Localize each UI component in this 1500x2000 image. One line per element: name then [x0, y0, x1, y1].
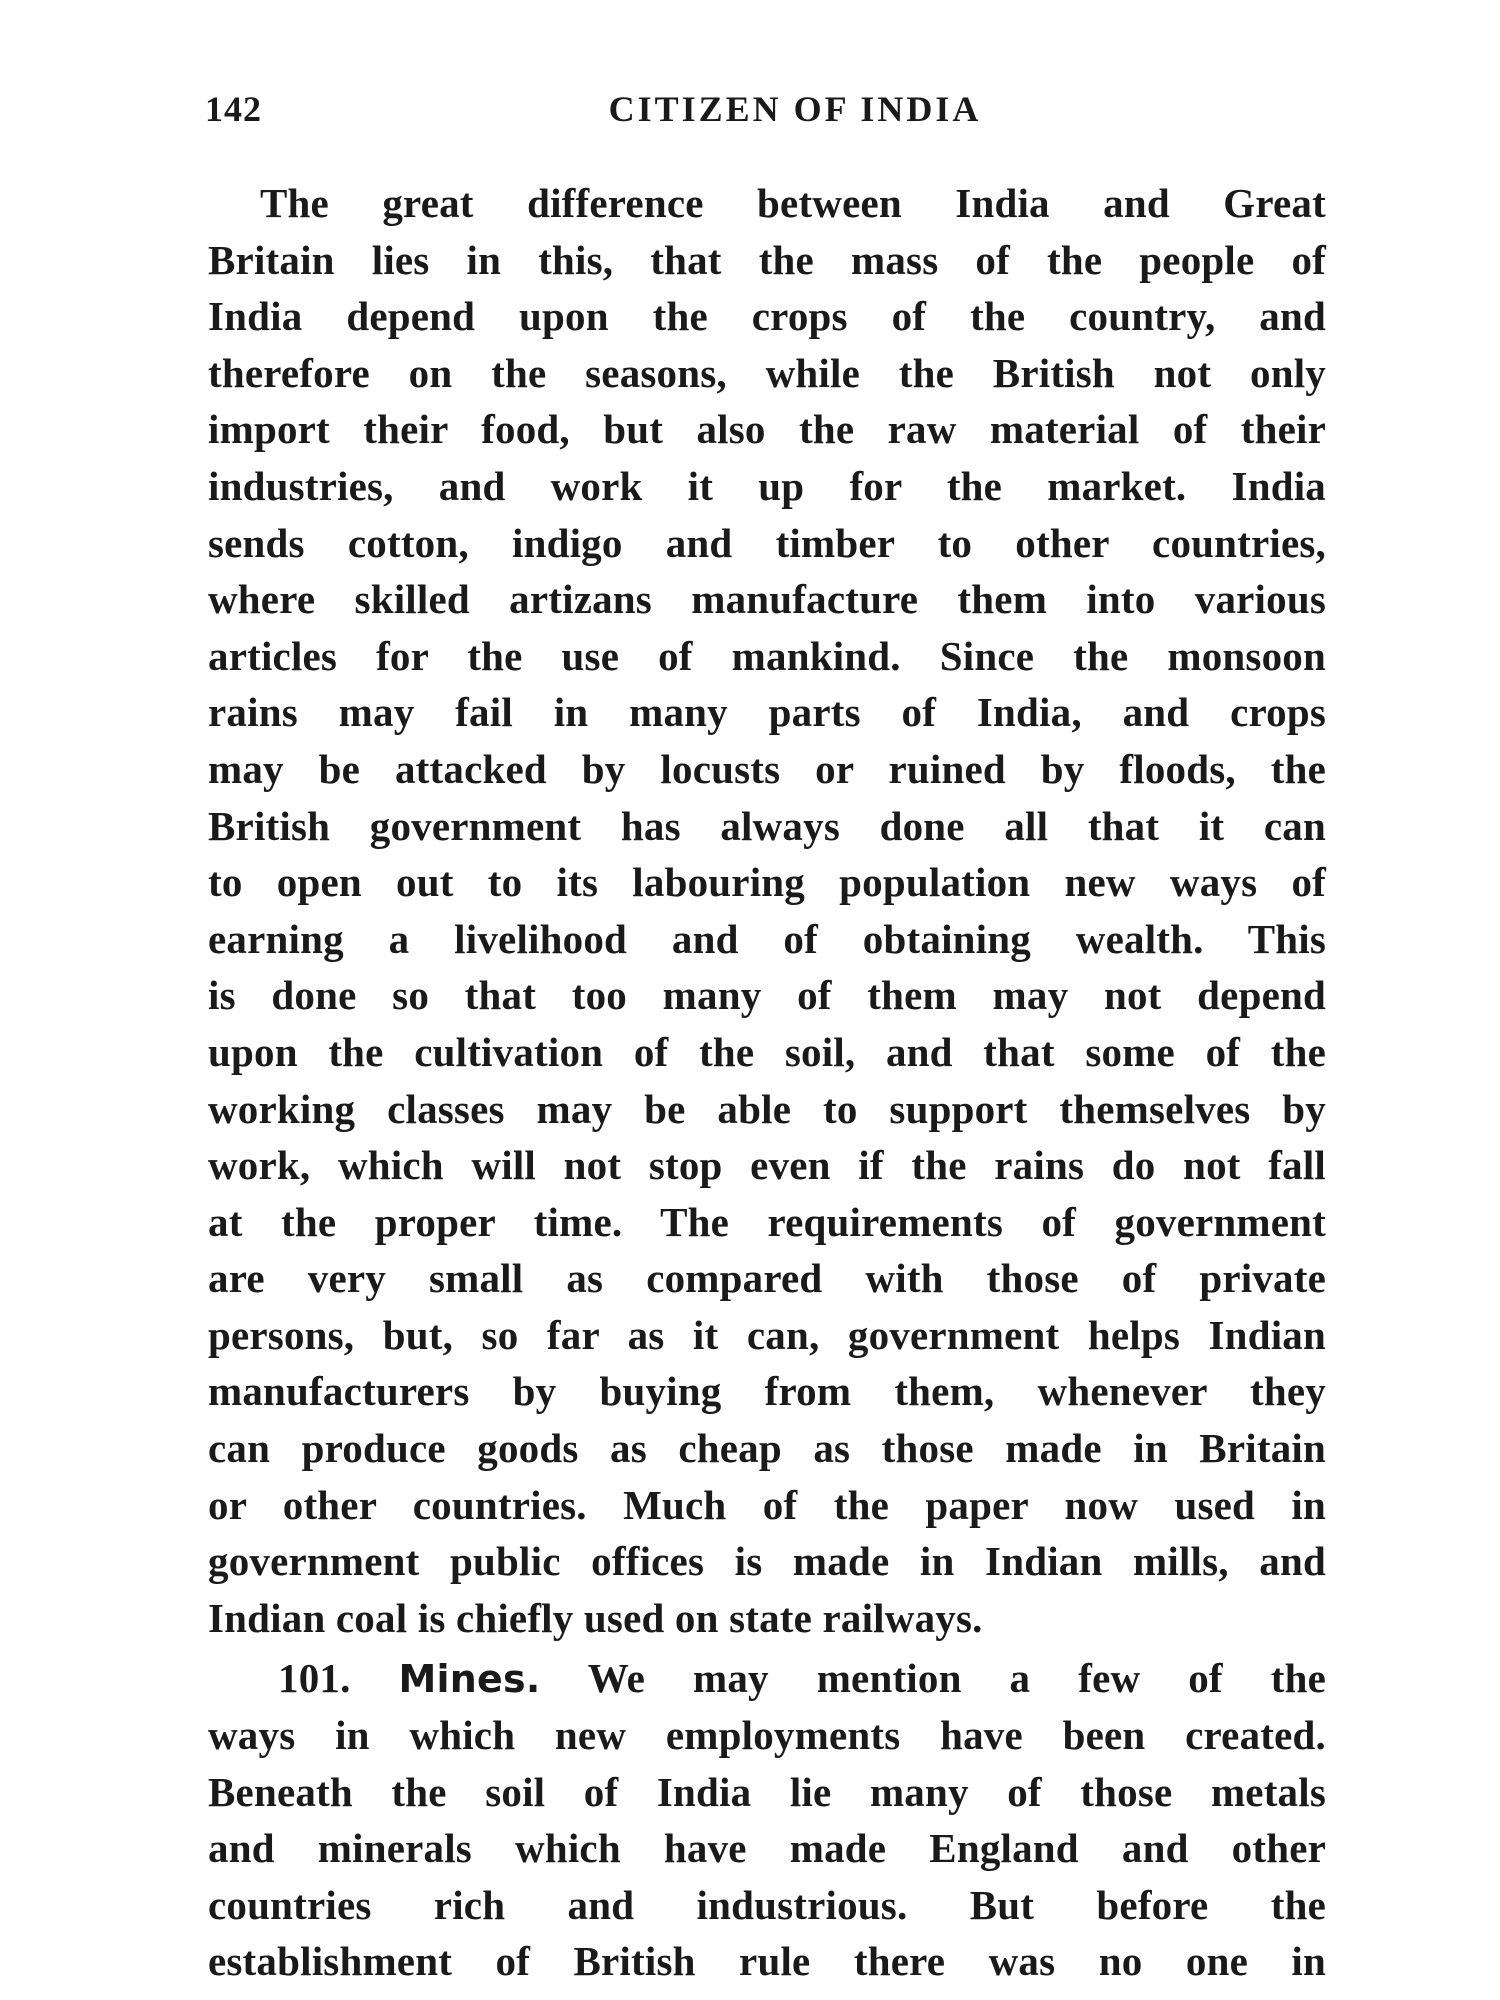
- text-line: is done so that too many of them may not depend: [208, 972, 1326, 1019]
- section-heading-line: [208, 1650, 1326, 1707]
- text-line: manufacturers by buying from them, whenever they: [208, 1368, 1326, 1415]
- text-line: import their food, but also the raw material of their: [208, 406, 1326, 453]
- section-number: 101.: [278, 1655, 351, 1702]
- section-title: Mines.: [398, 1657, 541, 1702]
- text-line: rains may fail in many parts of India, and crops: [208, 689, 1326, 736]
- text-line: earning a livelihood and of obtaining wealth. This: [208, 915, 1326, 962]
- section-mines: [208, 1650, 1326, 1990]
- text-line: at the proper time. The requirements of government: [208, 1198, 1326, 1245]
- text-line: Indian coal is chiefly used on state railways.: [208, 1594, 983, 1641]
- running-title: CITIZEN OF INDIA: [608, 89, 982, 129]
- text-line: ways in which new employments have been created.: [208, 1712, 1326, 1759]
- text-line: upon the cultivation of the soil, and that some of the: [208, 1028, 1326, 1075]
- text-line: India depend upon the crops of the country, and: [208, 293, 1326, 340]
- text-line: to open out to its labouring population new ways of: [208, 859, 1326, 906]
- body-text: [208, 175, 1326, 1990]
- text-line: Britain lies in this, that the mass of the people of: [208, 236, 1326, 283]
- text-line: The great difference between India and Great: [260, 180, 1326, 226]
- text-line: articles for the use of mankind. Since the monsoon: [208, 632, 1326, 679]
- text-line: work, which will not stop even if the rains do not fall: [208, 1142, 1326, 1189]
- page-number: 142: [205, 89, 262, 129]
- text-line: working classes may be able to support themselves by: [208, 1085, 1326, 1132]
- running-head: [205, 88, 1325, 138]
- text-line: persons, but, so far as it can, government helps Indian: [208, 1311, 1326, 1358]
- text-line: industries, and work it up for the market. India: [208, 462, 1326, 509]
- section-first-line-text: We may mention a few of the: [587, 1655, 1327, 1702]
- text-line: sends cotton, indigo and timber to other countries,: [208, 519, 1326, 566]
- text-line: or other countries. Much of the paper now used in: [208, 1481, 1326, 1528]
- text-line: therefore on the seasons, while the British not only: [208, 349, 1326, 396]
- paragraph-trade: [208, 175, 1326, 1646]
- text-line: establishment of British rule there was no one in: [208, 1938, 1326, 1985]
- text-line: can produce goods as cheap as those made in Britain: [208, 1425, 1326, 1472]
- text-line: Beneath the soil of India lie many of those metals: [208, 1768, 1326, 1815]
- text-line: where skilled artizans manufacture them into various: [208, 576, 1326, 623]
- text-line: government public offices is made in Indian mills, and: [208, 1538, 1326, 1585]
- text-line: may be attacked by locusts or ruined by floods, the: [208, 745, 1326, 792]
- text-line: countries rich and industrious. But before the: [208, 1881, 1326, 1928]
- text-line: and minerals which have made England and other: [208, 1825, 1326, 1872]
- text-line: are very small as compared with those of private: [208, 1255, 1326, 1302]
- text-line: British government has always done all that it can: [208, 802, 1326, 849]
